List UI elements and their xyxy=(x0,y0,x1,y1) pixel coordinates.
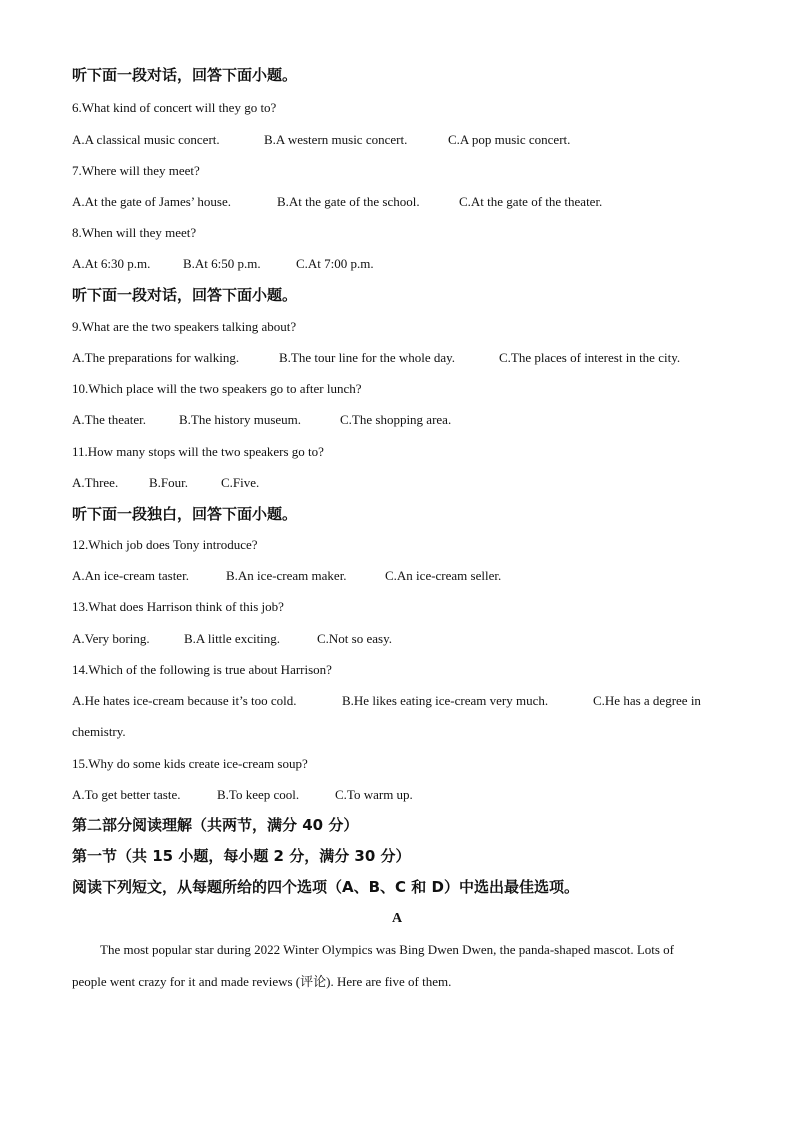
option-a: A.The preparations for walking. xyxy=(72,350,240,365)
passage-line-2: people went crazy for it and made reviews (评论). Here are five of them. xyxy=(72,974,452,989)
question-6: 6.What kind of concert will they go to? xyxy=(72,100,277,115)
passage-line-1: The most popular star during 2022 Winter Olympics was Bing Dwen Dwen, the panda-shaped mascot. Lots of xyxy=(100,942,675,957)
question-13: 13.What does Harrison think of this job? xyxy=(72,599,284,614)
option-b: B.The history museum. xyxy=(179,412,302,427)
question-9: 9.What are the two speakers talking about? xyxy=(72,319,297,334)
question-11: 11.How many stops will the two speakers go to? xyxy=(72,444,324,459)
section-heading-dialogue-2: 听下面一段对话，回答下面小题。 xyxy=(72,286,298,304)
option-a: A.He hates ice-cream because it’s too cold. xyxy=(72,693,297,708)
option-c: C.At 7:00 p.m. xyxy=(296,256,374,271)
option-b: B.The tour line for the whole day. xyxy=(279,350,456,365)
option-b: B.To keep cool. xyxy=(217,787,300,802)
section-heading-monologue: 听下面一段独白，回答下面小题。 xyxy=(72,505,298,523)
option-b: B.At the gate of the school. xyxy=(277,194,420,209)
option-c: C.Not so easy. xyxy=(317,631,392,646)
option-a: A.The theater. xyxy=(72,412,146,427)
option-c: C.He has a degree in xyxy=(593,693,701,708)
part-two-heading: 第二部分阅读理解（共两节，满分 40 分） xyxy=(72,816,359,834)
option-a: A.At the gate of James’ house. xyxy=(72,194,231,209)
option-c-continued: chemistry. xyxy=(72,724,126,739)
reading-instructions: 阅读下列短文，从每题所给的四个选项（A、B、C 和 D）中选出最佳选项。 xyxy=(72,878,579,896)
option-c: C.The places of interest in the city. xyxy=(499,350,681,365)
question-15: 15.Why do some kids create ice-cream soup? xyxy=(72,756,308,771)
option-c: C.A pop music concert. xyxy=(448,132,571,147)
option-b: B.He likes eating ice-cream very much. xyxy=(342,693,549,708)
option-c: C.The shopping area. xyxy=(340,412,452,427)
option-c: C.To warm up. xyxy=(335,787,413,802)
question-12: 12.Which job does Tony introduce? xyxy=(72,537,258,552)
option-c: C.An ice-cream seller. xyxy=(385,568,502,583)
section-heading-dialogue-1: 听下面一段对话，回答下面小题。 xyxy=(72,66,298,84)
option-a: A.An ice-cream taster. xyxy=(72,568,189,583)
question-8: 8.When will they meet? xyxy=(72,225,197,240)
option-b: B.A western music concert. xyxy=(264,132,408,147)
option-b: B.A little exciting. xyxy=(184,631,281,646)
option-a: A.At 6:30 p.m. xyxy=(72,256,151,271)
option-b: B.At 6:50 p.m. xyxy=(183,256,261,271)
option-a: A.Three. xyxy=(72,475,119,490)
section-one-heading: 第一节（共 15 小题，每小题 2 分，满分 30 分） xyxy=(72,847,411,865)
passage-label: A xyxy=(391,911,403,926)
question-7: 7.Where will they meet? xyxy=(72,163,200,178)
option-b: B.An ice-cream maker. xyxy=(226,568,347,583)
option-c: C.Five. xyxy=(221,475,260,490)
option-c: C.At the gate of the theater. xyxy=(459,194,603,209)
question-10: 10.Which place will the two speakers go to after lunch? xyxy=(72,381,362,396)
option-b: B.Four. xyxy=(149,475,189,490)
option-a: A.Very boring. xyxy=(72,631,150,646)
option-a: A.To get better taste. xyxy=(72,787,181,802)
option-a: A.A classical music concert. xyxy=(72,132,220,147)
question-14: 14.Which of the following is true about Harrison? xyxy=(72,662,332,677)
